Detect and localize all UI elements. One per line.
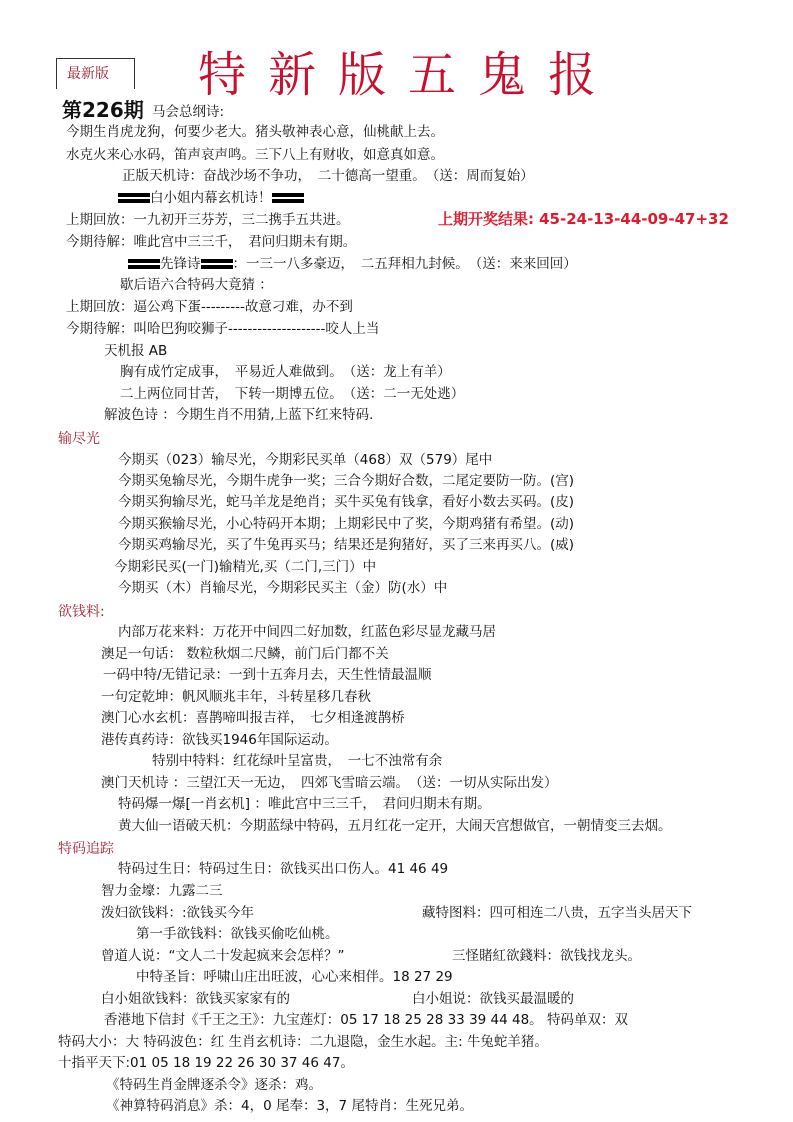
money-line: 内部万花来料：万花开中间四二好加数，红蓝色彩尽显龙藏马居 — [118, 624, 496, 640]
double-bar-icon — [118, 192, 150, 204]
tracking-line: 白小姐欲钱料：欲钱买家家有的 — [101, 991, 290, 1007]
double-bar-icon — [201, 258, 233, 270]
issue-subtitle: 马会总纲诗: — [152, 104, 225, 120]
tracking-line: 智力金壕：九露二三 — [101, 883, 223, 899]
lose-line: 今期彩民买(一门)输精光,买（二门,三门）中 — [114, 559, 377, 575]
tracking-line: 泼妇欲钱料：:欲钱买今年 — [101, 905, 255, 921]
tianji-ab: 天机报 AB — [104, 343, 168, 359]
poem-line-2: 水克火来心水码，笛声哀声鸣。三下八上有财收，如意真如意。 — [66, 147, 444, 163]
tracking-line: 特码大小：大 特码波色：红 生肖玄机诗：二九退隐，金生水起。主: 牛兔蛇羊猪。 — [58, 1034, 548, 1050]
tracking-line: 《特码生肖金牌逐杀令》逐杀：鸡。 — [106, 1077, 322, 1093]
section-lose-all: 输尽光 — [58, 431, 100, 447]
money-line: 特码爆一爆[一肖玄机] ：唯此宫中三三千， 君问归期未有期。 — [118, 796, 491, 812]
badge-label: 最新版 — [67, 66, 109, 82]
ab-line-1: 胸有成竹定成事， 平易近人难做到。 （送：龙上有羊） — [120, 364, 451, 380]
money-line: 澳门天机诗 ：三望江天一无边， 四郊飞雪暗云端。 （送：一切从实际出发） — [101, 775, 558, 791]
wave-color-poem: 解波色诗 ：今期生肖不用猜,上蓝下红来特码. — [104, 407, 374, 423]
lose-line: 今期买狗输尽光，蛇马羊龙是绝肖；买牛买兔有钱拿，看好小数去买码。(皮) — [118, 494, 575, 510]
inside-poem-heading — [118, 188, 304, 208]
last-replay: 上期回放：一九初开三芬芳，三二携手五共进。 — [66, 212, 350, 228]
tracking-line: 白小姐说：欲钱买最温暖的 — [412, 991, 574, 1007]
last-result-numbers: 45-24-13-44-09-47+32 — [539, 210, 729, 228]
section-money: 欲钱料: — [58, 604, 105, 620]
tracking-line: 第一手欲钱料：欲钱买偷吃仙桃。 — [136, 926, 339, 942]
last-result-label: 上期开奖结果: — [438, 210, 534, 228]
lose-line: 今期买兔输尽光，今期牛虎争一奖；三合今期好合数，二尾定要防一防。(宫) — [118, 473, 575, 489]
tracking-line: 十指平天下:01 05 18 19 22 26 30 37 46 47。 — [58, 1055, 354, 1071]
last-result — [438, 208, 729, 229]
riddle-now: 今期待解：叫哈巴狗咬狮子--------------------咬人上当 — [66, 321, 380, 337]
ab-line-2: 二上两位同甘苦， 下转一期博五位。 （送：二一无处逃） — [120, 386, 465, 402]
tracking-line: 特码过生日：特码过生日：欲钱买出口伤人。41 46 49 — [118, 861, 449, 877]
pioneer-text: ：一三一八多豪迈， 二五拜相九封候。 （送：来来回回） — [232, 256, 577, 272]
money-line: 特别中特料：红花绿叶呈富贵， 一七不浊常有余 — [152, 753, 443, 769]
money-line: 澳门心水玄机：喜鹊啼叫报吉祥， 七夕相逢渡鹊桥 — [101, 710, 405, 726]
issue-number: 第226期 — [62, 98, 144, 122]
money-line: 澳足一句话： 数粒秋烟二尺鳞，前门后门都不关 — [101, 646, 389, 662]
poem-line-1: 今期生肖虎龙狗，何要少老大。猪头敬神表心意，仙桃献上去。 — [66, 124, 444, 140]
lose-line: 今期买（023）输尽光，今期彩民买单（468）双（579）尾中 — [118, 452, 493, 468]
pioneer-label: 先锋诗 — [160, 256, 201, 272]
tracking-line: 中特圣旨：呼啸山庄出旺波，心心来相伴。18 27 29 — [136, 969, 453, 985]
money-line: 港传真药诗：欲钱买1946年国际运动。 — [101, 732, 338, 748]
lose-line: 今期买鸡输尽光，买了牛兔再买马；结果还是狗猪好，买了三来再买八。(威) — [118, 537, 575, 553]
lose-line: 今期买（木）肖输尽光，今期彩民买主（金）防(水）中 — [118, 580, 448, 596]
double-bar-icon — [128, 258, 160, 270]
double-bar-icon — [272, 192, 304, 204]
tracking-line: 藏特图料：四可相连二八贵，五字当头居天下 — [422, 905, 692, 921]
latest-edition-badge — [56, 58, 135, 89]
section-tracking: 特码追踪 — [58, 841, 114, 857]
money-line: 一句定乾坤：帆风顺兆丰年，斗转星移几春秋 — [101, 689, 371, 705]
money-line: 黄大仙一语破天机：今期蓝绿中特码，五月红花一定开，大闹天宫想做官，一朝情变三去烟。 — [118, 818, 672, 834]
page-title: 特新版五鬼报 — [198, 47, 619, 103]
to-solve: 今期待解：唯此宫中三三千， 君问归期未有期。 — [66, 234, 357, 250]
riddle-heading: 歇后语六合特码大竟猜 ： — [120, 277, 273, 293]
pioneer-poem — [128, 254, 577, 274]
tianji-poem: 正版天机诗：奋战沙场不争功， 二十德高一望重。 （送：周而复始） — [122, 168, 534, 184]
tracking-line: 《神算特码消息》杀：4，0 尾奉：3，7 尾特肖：生死兄弟。 — [106, 1098, 473, 1114]
lose-line: 今期买猴输尽光，小心特码开本期；上期彩民中了奖，今期鸡猪有希望。(动) — [118, 516, 575, 532]
tracking-line: 香港地下信封《千王之王》：九宝莲灯：05 17 18 25 28 33 39 44 48。 特码单双：双 — [104, 1012, 628, 1028]
riddle-last: 上期回放：逼公鸡下蛋---------故意刁难，办不到 — [66, 299, 353, 315]
inside-poem-label: 白小姐内幕玄机诗！ — [150, 190, 272, 206]
tracking-line: 曾道人说：“文人二十发起疯来会怎样？” — [101, 948, 345, 964]
tracking-line: 三怪賭紅欲錢料：欲钱找龙头。 — [452, 948, 641, 964]
money-line: 一码中特/无错记录：一到十五奔月去，天生性情最温顺 — [103, 667, 432, 683]
